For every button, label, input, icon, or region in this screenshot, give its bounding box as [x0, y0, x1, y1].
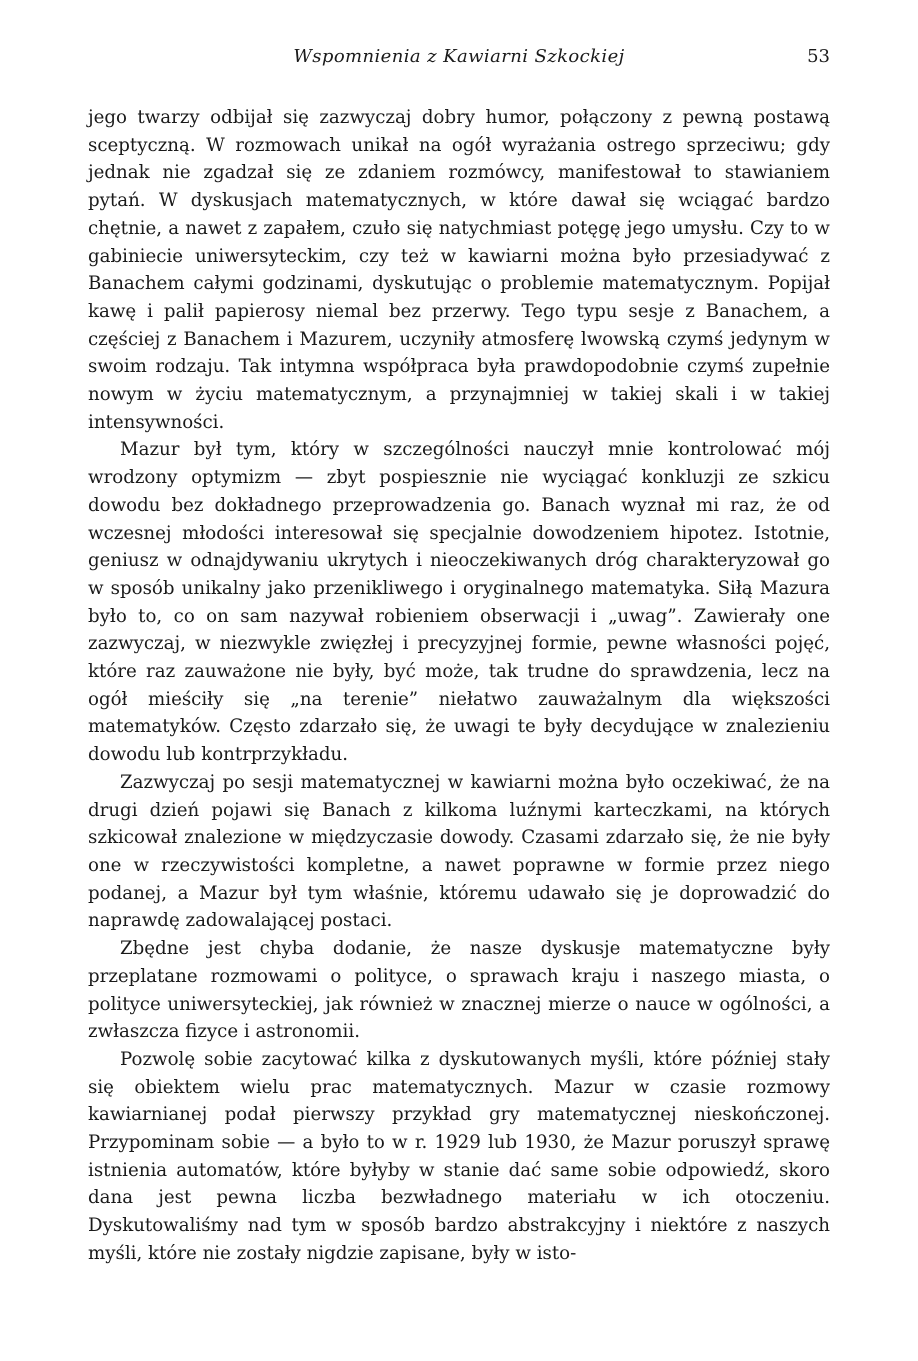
- paragraph-continuation: jego twarzy odbijał się zazwyczaj dobry humor, połączony z pewną postawą sceptyczną. W rozmowach unikał na ogół wyrażania ostrego sprzeciwu; gdy jednak nie zgadzał się ze zdaniem rozmówcy, manifestował to stawianiem pytań. W dyskusjach matematycznych, w które dawał się wciągać bardzo chętnie, a nawet z zapałem, czuło się natychmiast potęgę jego umysłu. Czy to w gabiniecie uniwersyteckim, czy też w kawiarni można było przesiadywać z Banachem całymi godzinami, dyskutując o problemie matematycznym. Popijał kawę i palił papierosy niemal bez przerwy. Tego typu sesje z Banachem, a częściej z Banachem i Mazurem, uczyniły atmosferę lwowską czymś jedynym w swoim rodzaju. Tak intymna współpraca była prawdopodobnie czymś zupełnie nowym w życiu matematycznym, a przynajmniej w takiej skali i w takiej intensywności.: [88, 107, 830, 433]
- body-text: [88, 104, 830, 1268]
- paragraph-sessions: Zazwyczaj po sesji matematycznej w kawiarni można było oczekiwać, że na drugi dzień pojawi się Banach z kilkoma luźnymi karteczkami, na których szkicował znalezione w międzyczasie dowody. Czasami zdarzało się, że nie były one w rzeczywistości kompletne, a nawet poprawne w formie przez niego podanej, a Mazur był tym właśnie, któremu udawało się je doprowadzić do naprawdę zadowalającej postaci.: [88, 771, 830, 932]
- paragraph-discussions: Zbędne jest chyba dodanie, że nasze dyskusje matematyczne były przeplatane rozmowami o polityce, o sprawach kraju i naszego miasta, o polityce uniwersyteckiej, jak również w znacznej mierze o nauce w ogólności, a zwłaszcza fizyce i astronomii.: [88, 938, 830, 1043]
- running-title: Wspomnienia z Kawiarni Szkockiej: [293, 46, 625, 67]
- paragraph-mazur: Mazur był tym, który w szczególności nauczył mnie kontrolować mój wrodzony optymizm — zbyt pospiesznie nie wyciągać konkluzji ze szkicu dowodu bez dokładnego przeprowadzenia go. Banach wyznał mi raz, że od wczesnej młodości interesował się specjalnie dowodzeniem hipotez. Istotnie, geniusz w odnajdywaniu ukrytych i nieoczekiwanych dróg charakteryzował go w sposób unikalny jako przenikliwego i oryginalnego matematyka. Siłą Mazura było to, co on sam nazywał robieniem obserwacji i „uwag”. Zawierały one zazwyczaj, w niezwykle zwięzłej i precyzyjnej formie, pewne własności pojęć, które raz zauważone nie były, być może, tak trudne do sprawdzenia, lecz na ogół mieściły się „na terenie” niełatwo zauważalnym dla większości matematyków. Często zdarzało się, że uwagi te były decydujące w znalezieniu dowodu lub kontrprzykładu.: [88, 439, 830, 766]
- paragraph-quotes: Pozwolę sobie zacytować kilka z dyskutowanych myśli, które później stały się obiektem wielu prac matematycznych. Mazur w czasie rozmowy kawiarnianej podał pierwszy przykład gry matematycznej nieskończonej. Przypominam sobie — a było to w r. 1929 lub 1930, że Mazur poruszył sprawę istnienia automatów, które byłyby w stanie dać same sobie odpowiedź, skoro dana jest pewna liczba bezwładnego materiału w ich otoczeniu. Dyskutowaliśmy nad tym w sposób bardzo abstrakcyjny i niektóre z naszych myśli, które nie zostały nigdzie zapisane, były w isto-: [88, 1048, 830, 1264]
- running-head: [88, 46, 830, 76]
- page-number: 53: [807, 46, 830, 67]
